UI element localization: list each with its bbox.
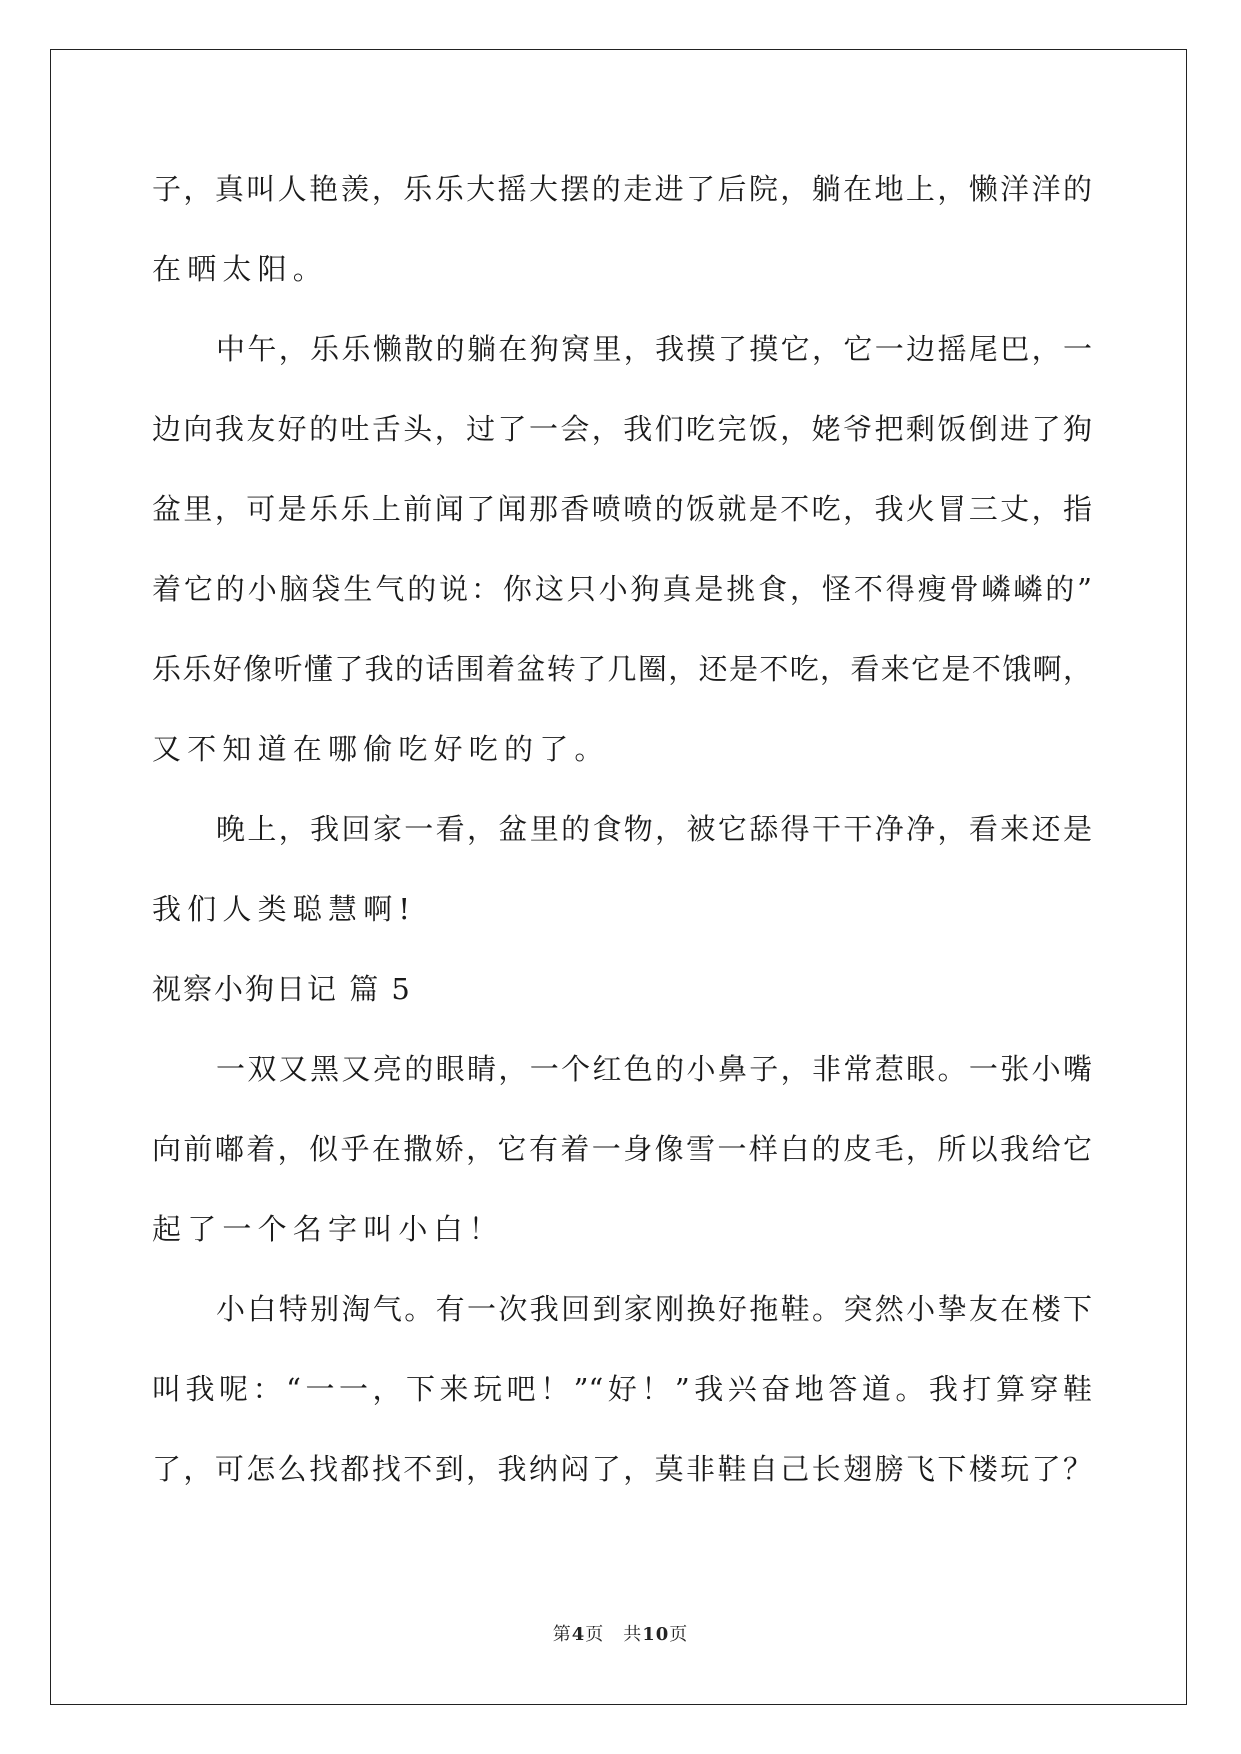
text-line: 叫我呢：“一一，下来玩吧！”“好！”我兴奋地答道。我打算穿鞋	[152, 1372, 1092, 1406]
text-line: 着它的小脑袋生气的说：你这只小狗真是挑食，怪不得瘦骨嶙嶙的”	[152, 572, 1092, 606]
text-line: 子，真叫人艳羡，乐乐大摇大摆的走进了后院，躺在地上，懒洋洋的	[152, 172, 1092, 206]
text-line: 向前嘟着，似乎在撒娇，它有着一身像雪一样白的皮毛，所以我给它	[152, 1132, 1092, 1166]
text-line: 在晒太阳。	[152, 252, 329, 286]
text-line: 我们人类聪慧啊!	[152, 892, 417, 926]
text-line: 起了一个名字叫小白！	[152, 1212, 505, 1246]
footer-suffix: 页	[669, 1624, 689, 1645]
paragraph-start-line: 小白特别淘气。有一次我回到家刚换好拖鞋。突然小挚友在楼下	[216, 1292, 1092, 1326]
text-line: 了，可怎么找都找不到，我纳闷了，莫非鞋自己长翅膀飞下楼玩了？	[152, 1452, 1092, 1486]
text-line: 边向我友好的吐舌头，过了一会，我们吃完饭，姥爷把剩饭倒进了狗	[152, 412, 1092, 446]
text-line: 盆里，可是乐乐上前闻了闻那香喷喷的饭就是不吃，我火冒三丈，指	[152, 492, 1092, 526]
document-body	[152, 160, 1092, 1520]
total-page-number: 10	[642, 1624, 670, 1645]
paragraph-start-line: 一双又黑又亮的眼睛，一个红色的小鼻子，非常惹眼。一张小嘴	[216, 1052, 1092, 1086]
footer-mid: 页 共	[585, 1624, 643, 1645]
paragraph-start-line: 中午，乐乐懒散的躺在狗窝里，我摸了摸它，它一边摇尾巴，一	[216, 332, 1092, 366]
current-page-number: 4	[571, 1624, 586, 1645]
footer-prefix: 第	[552, 1624, 572, 1645]
paragraph-start-line: 晚上，我回家一看，盆里的食物，被它舔得干干净净，看来还是	[216, 812, 1092, 846]
page-footer	[0, 1620, 1241, 1646]
text-line: 乐乐好像听懂了我的话围着盆转了几圈，还是不吃，看来它是不饿啊，	[152, 652, 1092, 686]
section-heading: 视察小狗日记 篇 5	[152, 972, 412, 1006]
text-line: 又不知道在哪偷吃好吃的了。	[152, 732, 610, 766]
